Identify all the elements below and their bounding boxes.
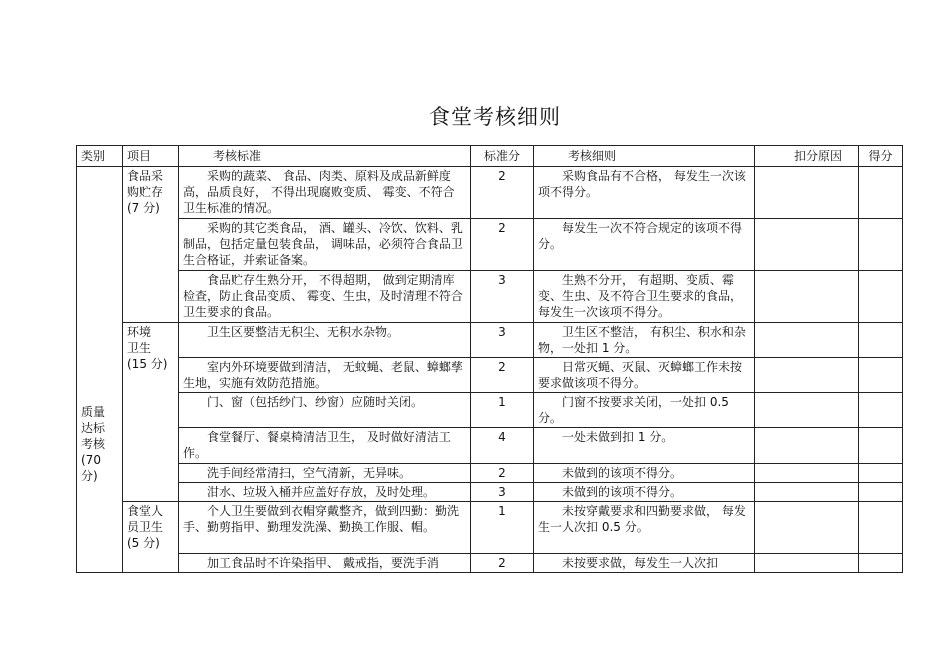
item-label: 食堂人 [127, 504, 164, 518]
category-label: (70 [81, 453, 101, 467]
detail-cell: 生熟不分开， 有超期、变质、霉变、生虫、及不符合卫生要求的食品，每发生一次该项不得分。 [534, 271, 755, 323]
score-cell: 1 [471, 393, 534, 428]
header-got-score: 得分 [859, 146, 903, 167]
got-score-cell [859, 358, 903, 393]
got-score-cell [859, 554, 903, 573]
standard-cell: 食品贮存生熟分开， 不得超期， 做到定期清库检查，防止食品变质、 霉变、生虫，及时清理不符合卫生要求的食品。 [179, 271, 471, 323]
header-deduct-reason: 扣分原因 [755, 146, 859, 167]
detail-cell: 日常灭蝇、灭鼠、灭蟑螂工作未按要求做该项不得分。 [534, 358, 755, 393]
assessment-table [76, 145, 903, 573]
header-category: 类别 [77, 146, 123, 167]
item-label: 购贮存 [127, 185, 164, 199]
standard-cell: 门、窗（包括纱门、纱窗）应随时关闭。 [179, 393, 471, 428]
item-cell [123, 323, 179, 502]
standard-cell: 个人卫生要做到衣帽穿戴整齐，做到四勤：勤洗手、勤剪指甲、勤理发洗澡、勤换工作服、帽。 [179, 502, 471, 554]
header-score: 标准分 [471, 146, 534, 167]
table-row [77, 464, 903, 483]
deduct-reason-cell [755, 428, 859, 464]
deduct-reason-cell [755, 358, 859, 393]
deduct-reason-cell [755, 483, 859, 502]
score-cell: 3 [471, 271, 534, 323]
score-cell: 2 [471, 167, 534, 219]
got-score-cell [859, 483, 903, 502]
standard-cell: 卫生区要整洁无积尘、无积水杂物。 [179, 323, 471, 358]
standard-cell: 采购的蔬菜、 食品、肉类、原料及成品新鲜度高，品质良好， 不得出现腐败变质、 霉变、不符合卫生标准的情况。 [179, 167, 471, 219]
header-row [77, 146, 903, 167]
score-cell: 4 [471, 428, 534, 464]
detail-cell: 门窗不按要求关闭，一处扣 0.5 分。 [534, 393, 755, 428]
score-cell: 1 [471, 502, 534, 554]
table-row [77, 219, 903, 271]
table-row [77, 323, 903, 358]
category-cell [77, 167, 123, 573]
item-label: 卫生 [127, 341, 152, 355]
item-label: (15 分) [127, 357, 168, 371]
table-row [77, 393, 903, 428]
detail-cell: 卫生区不整洁， 有积尘、积水和杂物，一处扣 1 分。 [534, 323, 755, 358]
detail-cell: 未按要求做，每发生一人次扣 [534, 554, 755, 573]
page-title: 食堂考核细则 [429, 105, 561, 129]
detail-cell: 一处未做到扣 1 分。 [534, 428, 755, 464]
category-label: 分) [81, 469, 98, 483]
deduct-reason-cell [755, 323, 859, 358]
item-label: (5 分) [127, 536, 160, 550]
got-score-cell [859, 464, 903, 483]
score-cell: 2 [471, 219, 534, 271]
item-label: 食品采 [127, 169, 164, 183]
table-row [77, 483, 903, 502]
detail-cell: 每发生一次不符合规定的该项不得分。 [534, 219, 755, 271]
table-row [77, 358, 903, 393]
item-label: 环境 [127, 325, 152, 339]
deduct-reason-cell [755, 554, 859, 573]
table-row [77, 502, 903, 554]
table-row [77, 554, 903, 573]
standard-cell: 泔水、垃圾入桶并应盖好存放，及时处理。 [179, 483, 471, 502]
deduct-reason-cell [755, 219, 859, 271]
got-score-cell [859, 502, 903, 554]
header-standard: 考核标准 [179, 146, 471, 167]
deduct-reason-cell [755, 167, 859, 219]
score-cell: 3 [471, 323, 534, 358]
header-item: 项目 [123, 146, 179, 167]
category-label: 达标 [81, 421, 106, 435]
score-cell: 2 [471, 464, 534, 483]
detail-cell: 采购食品有不合格， 每发生一次该项不得分。 [534, 167, 755, 219]
got-score-cell [859, 393, 903, 428]
table-row [77, 271, 903, 323]
item-label: 员卫生 [127, 520, 164, 534]
table-row [77, 428, 903, 464]
deduct-reason-cell [755, 393, 859, 428]
deduct-reason-cell [755, 271, 859, 323]
item-cell [123, 167, 179, 323]
detail-cell: 未做到的该项不得分。 [534, 464, 755, 483]
deduct-reason-cell [755, 464, 859, 483]
got-score-cell [859, 167, 903, 219]
detail-cell: 未做到的该项不得分。 [534, 483, 755, 502]
standard-cell: 洗手间经常清扫，空气清新，无异味。 [179, 464, 471, 483]
score-cell: 2 [471, 554, 534, 573]
standard-cell: 采购的其它类食品， 酒、罐头、冷饮、饮料、乳制品，包括定量包装食品， 调味品，必须符合食品卫生合格证，并索证备案。 [179, 219, 471, 271]
item-cell [123, 502, 179, 573]
score-cell: 2 [471, 358, 534, 393]
detail-cell: 未按穿戴要求和四勤要求做， 每发生一人次扣 0.5 分。 [534, 502, 755, 554]
standard-cell: 室内外环境要做到清洁， 无蚊蝇、老鼠、蟑螂孳生地，实施有效防范措施。 [179, 358, 471, 393]
standard-cell: 加工食品时不许染指甲、 戴戒指，要洗手消 [179, 554, 471, 573]
score-cell: 3 [471, 483, 534, 502]
got-score-cell [859, 323, 903, 358]
item-label: (7 分) [127, 201, 160, 215]
table-row [77, 167, 903, 219]
standard-cell: 食堂餐厅、餐桌椅清洁卫生， 及时做好清洁工作。 [179, 428, 471, 464]
got-score-cell [859, 428, 903, 464]
deduct-reason-cell [755, 502, 859, 554]
header-detail: 考核细则 [534, 146, 755, 167]
got-score-cell [859, 271, 903, 323]
got-score-cell [859, 219, 903, 271]
category-label: 质量 [81, 405, 106, 419]
category-label: 考核 [81, 437, 106, 451]
